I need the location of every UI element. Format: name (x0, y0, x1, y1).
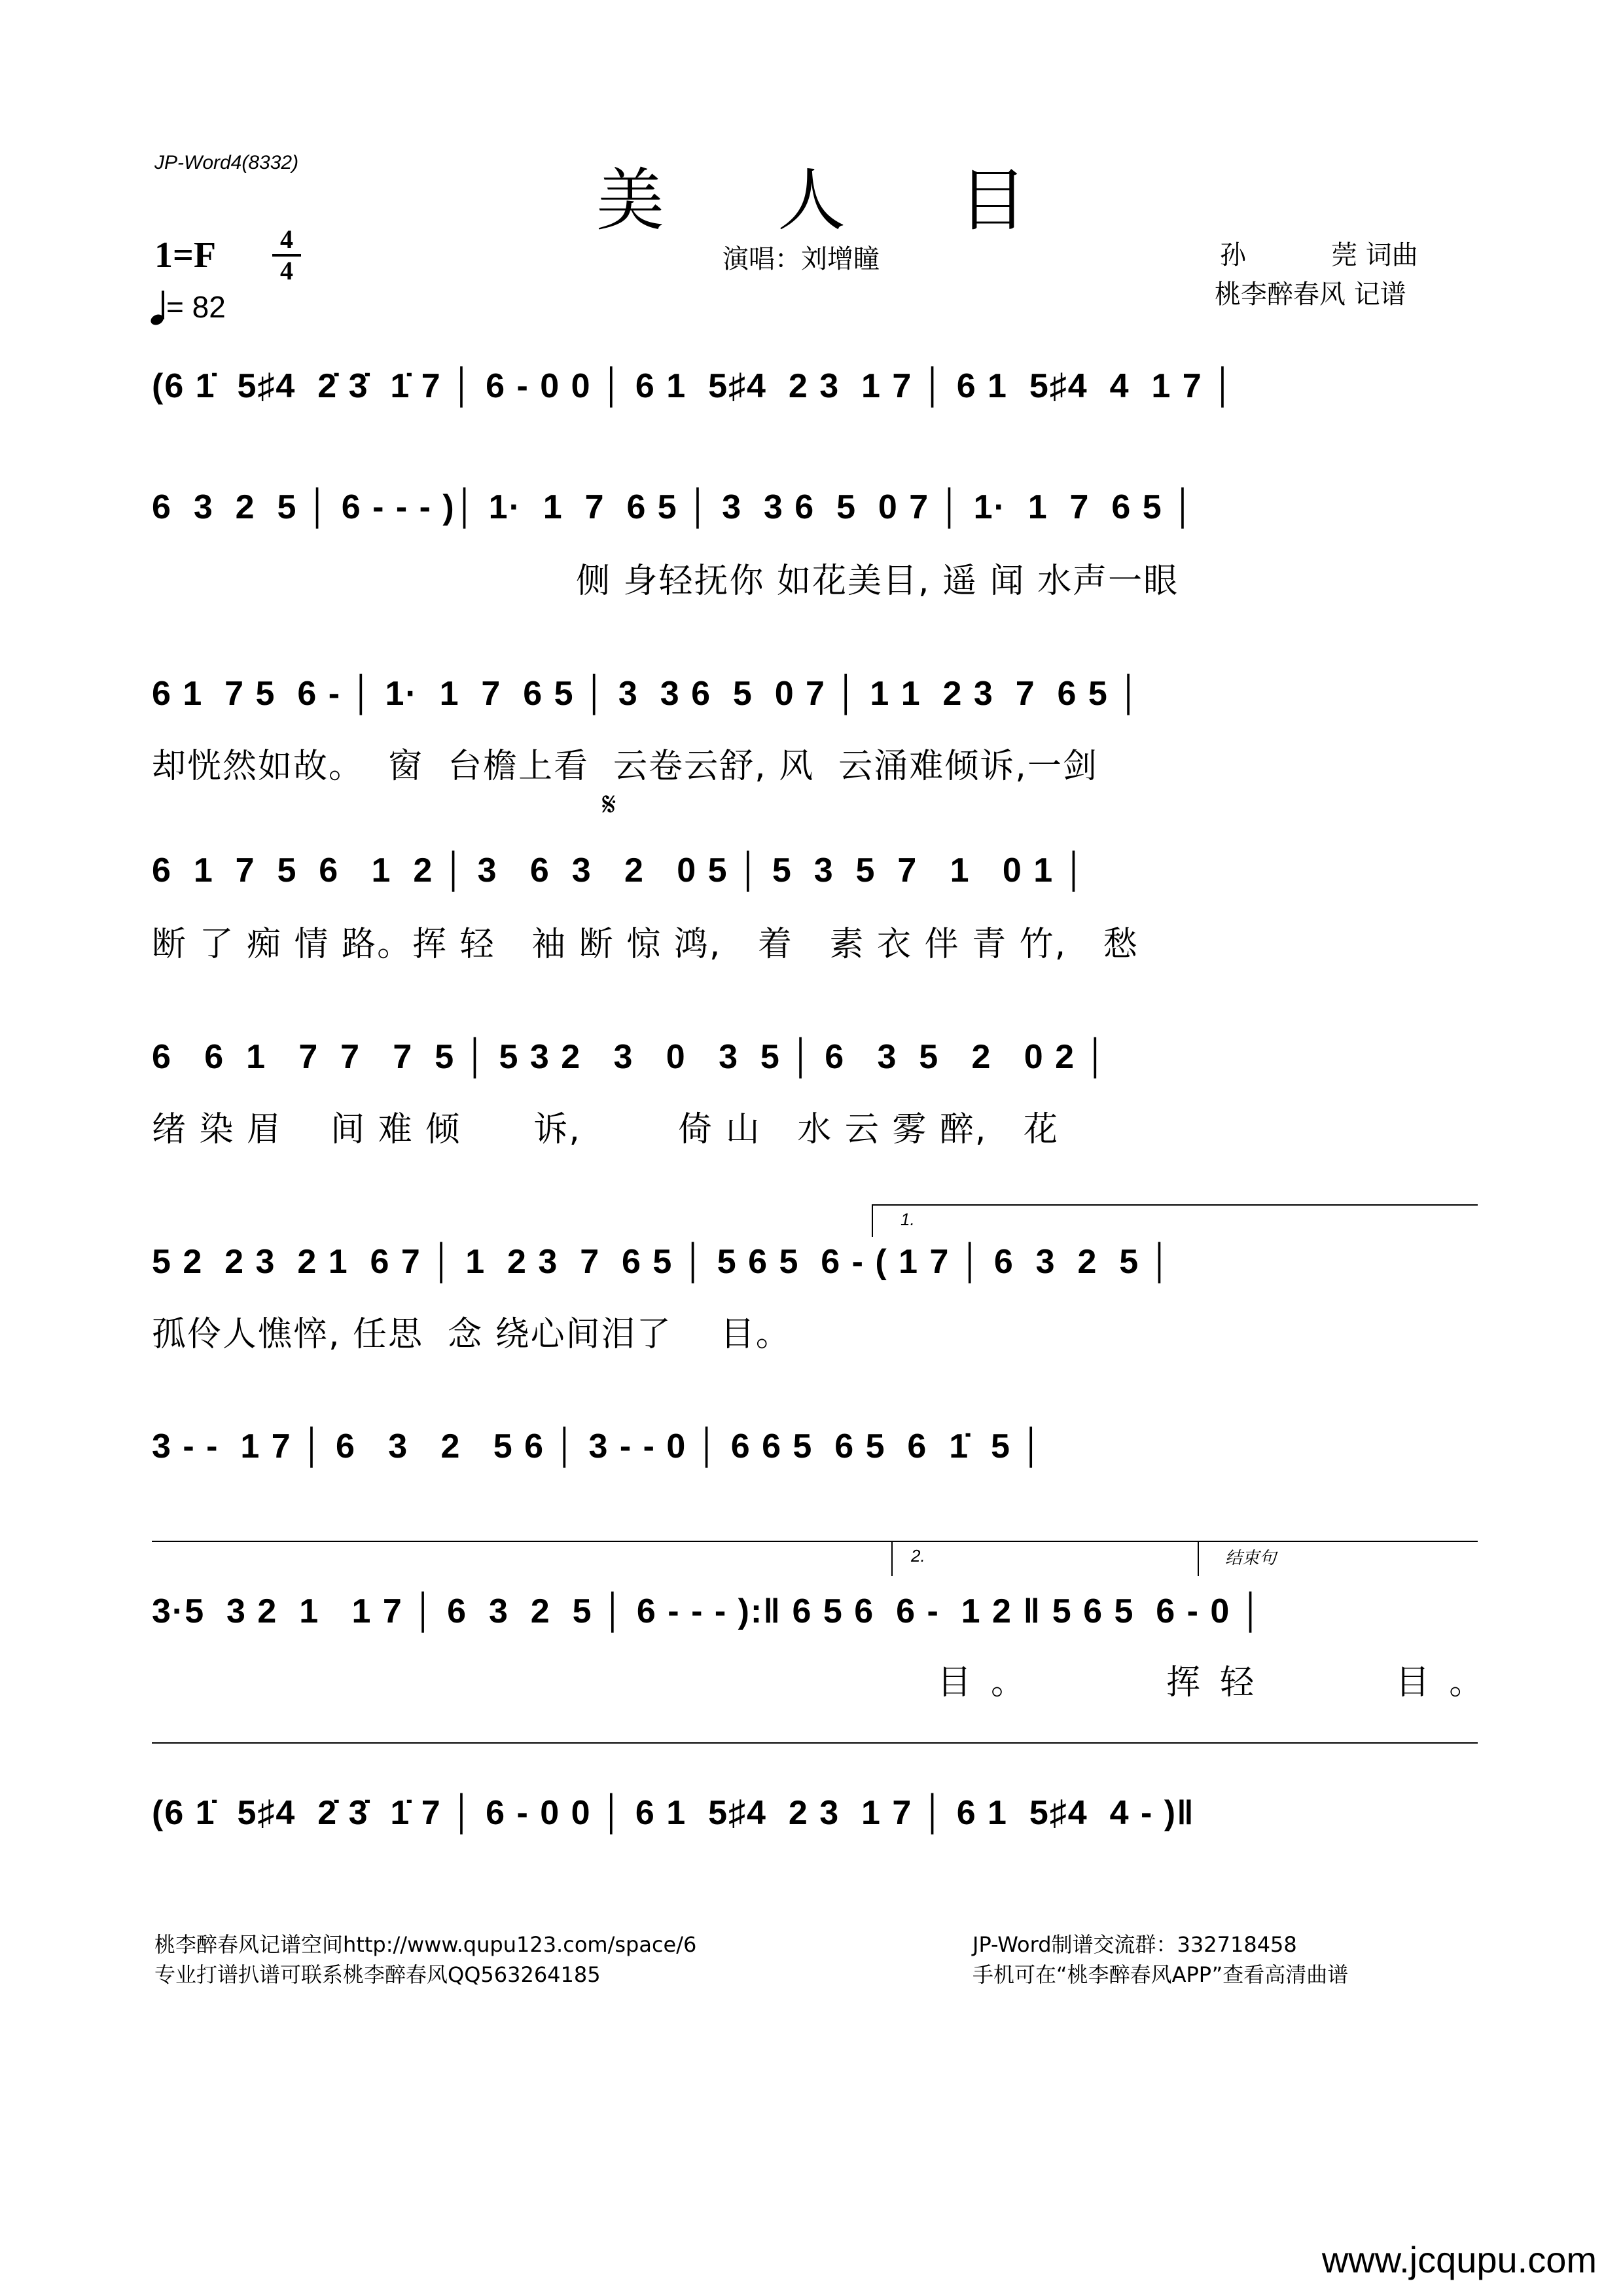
footer-group: JP-Word制谱交流群：332718458 (972, 1932, 1297, 1957)
volta-1-bracket (872, 1204, 1478, 1206)
score-row-6-lyrics: 孤伶人憔悴, 任思 念 绕心间泪了 目。 (152, 1315, 791, 1354)
score-row-9-notes: (6 1̇ 5♯4 2̇ 3̇ 1̇ 7 │ 6 - 0 0 │ 6 1 5♯4 2 3 1 7 │ 6 1 5♯4 4 - )‖ (152, 1794, 1195, 1832)
footer-contact: 专业打谱扒谱可联系桃李醉春风QQ563264185 (154, 1962, 601, 1987)
ending-label: 结束句 (1225, 1548, 1277, 1568)
watermark: www.jcqupu.com (1321, 2239, 1597, 2280)
score-row-5-lyrics: 绪 染 眉 间 难 倾 诉, 倚 山 水 云 雾 醉, 花 (152, 1110, 1059, 1149)
page-title: 美 人 目 (596, 160, 1073, 240)
score-row-4-notes: 6 1 7 5 6 1 2 │ 3 6 3 2 0 5 │ 5 3 5 7 1 0 1 │ (152, 852, 1088, 889)
score-row-7-notes: 3 - - 1 7 │ 6 3 2 5 6 │ 3 - - 0 │ 6 6 5 6 5 6 1̇ 5 │ (152, 1427, 1044, 1465)
score-row-5-notes: 6 6 1 7 7 7 5 │ 5 3 2 3 0 3 5 │ 6 3 5 2 0 2 │ (152, 1038, 1109, 1076)
score-row-6-notes: 5 2 2 3 2 1 6 7 │ 1 2 3 7 6 5 │ 5 6 5 6 - ( 1 7 │ 6 3 2 5 │ (152, 1243, 1173, 1281)
singer-credit: 演唱：刘增瞳 (722, 244, 880, 274)
key-signature: 1=F (154, 235, 217, 276)
footer-app-note: 手机可在“桃李醉春风APP”查看高清曲谱 (972, 1962, 1349, 1987)
score-row-2-lyrics: 侧 身轻抚你 如花美目, 遥 闻 水声一眼 (576, 562, 1179, 601)
volta-2-bracket-start (891, 1541, 893, 1576)
composer-name: 孙 (1220, 240, 1246, 270)
score-row-4-lyrics: 断 了 痴 情 路。挥 轻 袖 断 惊 鸿, 着 素 衣 伴 青 竹, 愁 (152, 925, 1139, 964)
staff-separator (152, 1541, 1478, 1542)
score-row-3-notes: 6 1 7 5 6 - │ 1· 1 7 6 5 │ 3 3 6 5 0 7 │ 1 1 2 3 7 6 5 │ (152, 675, 1142, 713)
score-row-8-notes: 3·5 3 2 1 1 7 │ 6 3 2 5 │ 6 - - - ):‖ 6 5 6 6 - 1 2 ‖ 5 6 5 6 - 0 │ (152, 1592, 1264, 1630)
segno-sign: 𝄋 (602, 785, 616, 823)
score-row-3-lyrics: 却恍然如故。 窗 台檐上看 云卷云舒, 风 云涌难倾诉,一剑 (152, 747, 1098, 786)
quarter-note-icon (151, 291, 166, 325)
score-row-2-notes: 6 3 2 5 │ 6 - - - )│ 1· 1 7 6 5 │ 3 3 6 5 0 7 │ 1· 1 7 6 5 │ (152, 488, 1196, 526)
volta-2-label: 2. (911, 1546, 925, 1566)
tempo-marking (151, 289, 226, 325)
composer-credit (1220, 234, 1418, 272)
volta-1-label: 1. (901, 1210, 915, 1229)
volta-1-bracket-start (872, 1204, 873, 1237)
arranger-credit: 桃李醉春风 记谱 (1215, 279, 1406, 310)
composer-role: 莞 词曲 (1331, 240, 1418, 270)
time-signature-top: 4 (280, 224, 293, 254)
footer-space-link: 桃李醉春风记谱空间http://www.qupu123.com/space/6 (154, 1932, 697, 1957)
staff-separator-2 (152, 1742, 1478, 1744)
score-row-1-notes: (6 1̇ 5♯4 2̇ 3̇ 1̇ 7 │ 6 - 0 0 │ 6 1 5♯4 2 3 1 7 │ 6 1 5♯4 4 1 7 │ (152, 367, 1236, 405)
time-signature (272, 226, 301, 284)
score-row-8-lyrics: 目。 挥轻 目。 (937, 1663, 1503, 1702)
tempo-value: = 82 (166, 290, 226, 324)
software-label: JP-Word4(8332) (154, 152, 299, 173)
time-signature-bottom: 4 (280, 256, 293, 285)
ending-bracket-start (1198, 1541, 1199, 1576)
